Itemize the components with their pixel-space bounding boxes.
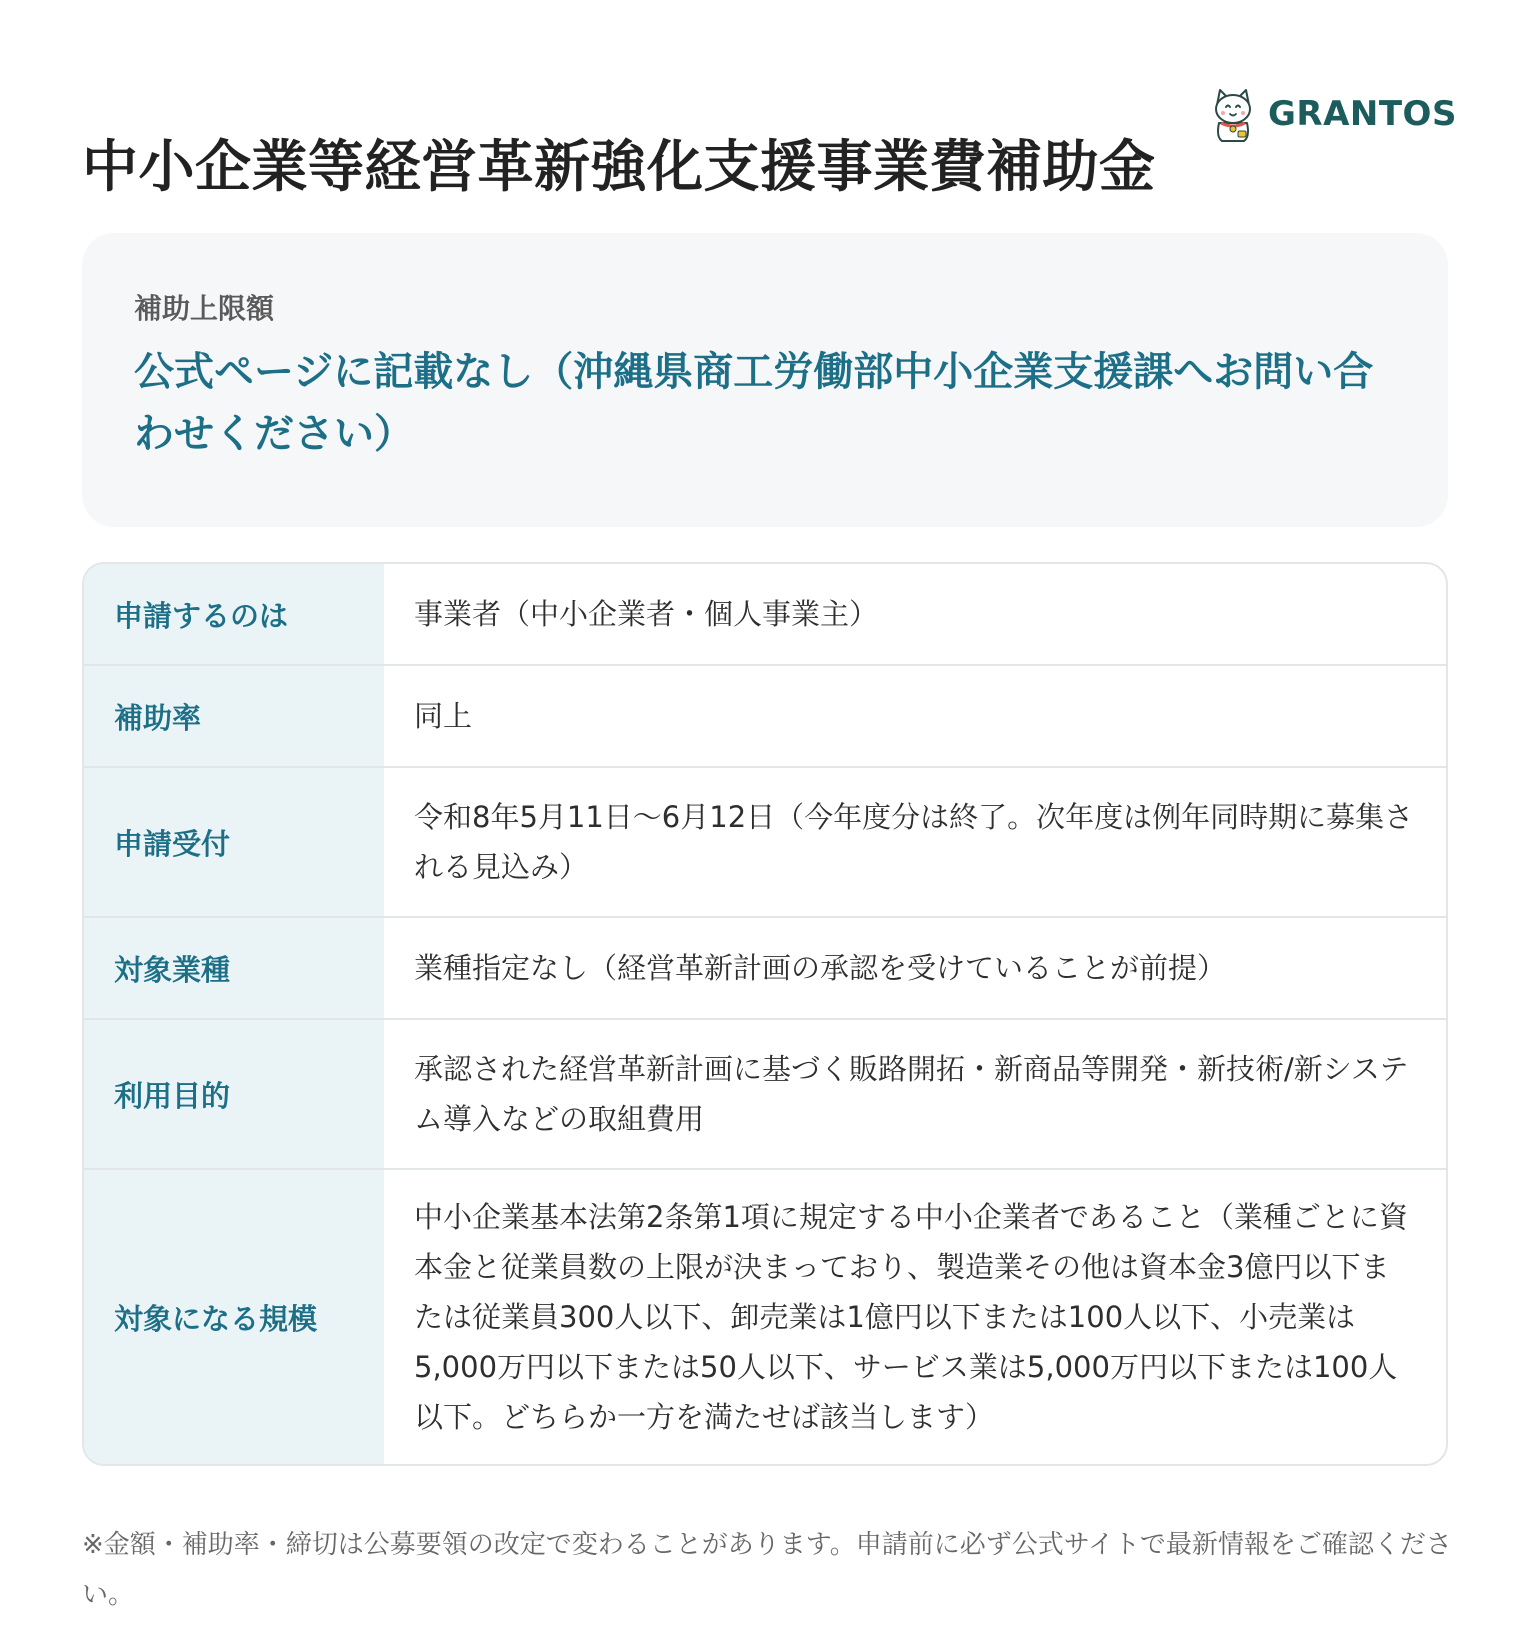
table-row-subsidy-rate	[84, 666, 1446, 768]
table-row-target-scale	[84, 1170, 1446, 1464]
row-value: 令和8年5月11日〜6月12日（今年度分は終了。次年度は例年同時期に募集される見込み）	[414, 800, 1414, 884]
row-value: 同上	[414, 699, 473, 733]
row-label: 申請するのは	[84, 564, 384, 664]
brand-logo	[1208, 84, 1457, 144]
row-value: 業種指定なし（経営革新計画の承認を受けていることが前提）	[414, 951, 1227, 985]
row-value: 事業者（中小企業者・個人事業主）	[414, 597, 879, 631]
row-label: 対象業種	[84, 918, 384, 1018]
footnote: ※金額・補助率・締切は公募要領の改定で変わることがあります。申請前に必ず公式サイトで最新情報をご確認ください。	[82, 1530, 1452, 1610]
table-row-applicant	[84, 564, 1446, 666]
row-value: 承認された経営革新計画に基づく販路開拓・新商品等開発・新技術/新システム導入などの取組費用	[414, 1052, 1409, 1136]
table-row-purpose	[84, 1020, 1446, 1170]
row-value: 中小企業基本法第2条第1項に規定する中小企業者であること（業種ごとに資本金と従業員数の上限が決まっており、製造業その他は資本金3億円以下または従業員300人以下、卸売業は1億円以下または100人以下、小売業は5,000万円以下または50人以下、サービス業は5,000万円以下または100人以下。どちらか一方を満たせば該当します）	[414, 1200, 1408, 1434]
limit-label: 補助上限額	[134, 292, 275, 325]
logo-text: GRANTOS	[1268, 94, 1457, 134]
table-row-application-period	[84, 768, 1446, 918]
row-label: 申請受付	[84, 768, 384, 916]
lucky-cat-icon	[1208, 85, 1258, 143]
row-label: 補助率	[84, 666, 384, 766]
row-label: 利用目的	[84, 1020, 384, 1168]
info-table	[82, 562, 1448, 1466]
limit-card	[82, 233, 1448, 527]
page-title: 中小企業等経営革新強化支援事業費補助金	[82, 135, 1156, 200]
table-row-target-industry	[84, 918, 1446, 1020]
row-label: 対象になる規模	[84, 1170, 384, 1464]
limit-value: 公式ページに記載なし（沖縄県商工労働部中小企業支援課へお問い合わせください）	[134, 349, 1374, 457]
